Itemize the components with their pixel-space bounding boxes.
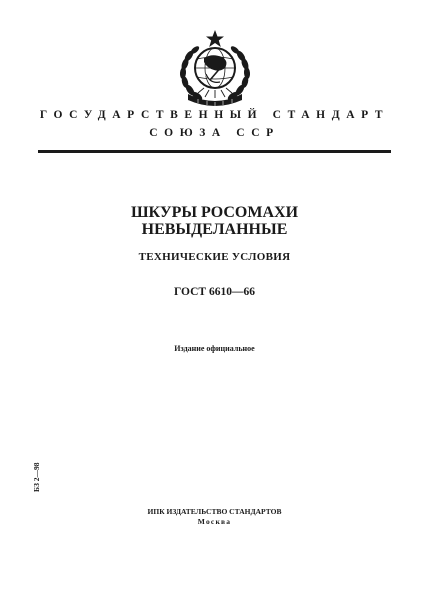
gost-number: ГОСТ 6610—66 <box>174 286 255 298</box>
publisher-name: ИПК ИЗДАТЕЛЬСТВО СТАНДАРТОВ <box>147 507 282 516</box>
header-title-line1: ГОСУДАРСТВЕННЫЙ СТАНДАРТ <box>39 109 390 121</box>
header-divider <box>38 150 391 153</box>
side-code: БЗ 2—98 <box>32 462 41 492</box>
ussr-state-emblem-icon <box>174 28 256 108</box>
header-title-line2: СОЮЗА ССР <box>149 127 280 139</box>
publisher-city: Москва <box>197 517 232 526</box>
document-subtitle: ТЕХНИЧЕСКИЕ УСЛОВИЯ <box>138 251 291 263</box>
document-title-line2: НЕВЫДЕЛАННЫЕ <box>141 221 288 238</box>
document-title <box>0 204 429 238</box>
document-title-line1: ШКУРЫ РОСОМАХИ <box>130 204 299 221</box>
edition-note: Издание официальное <box>174 344 255 353</box>
